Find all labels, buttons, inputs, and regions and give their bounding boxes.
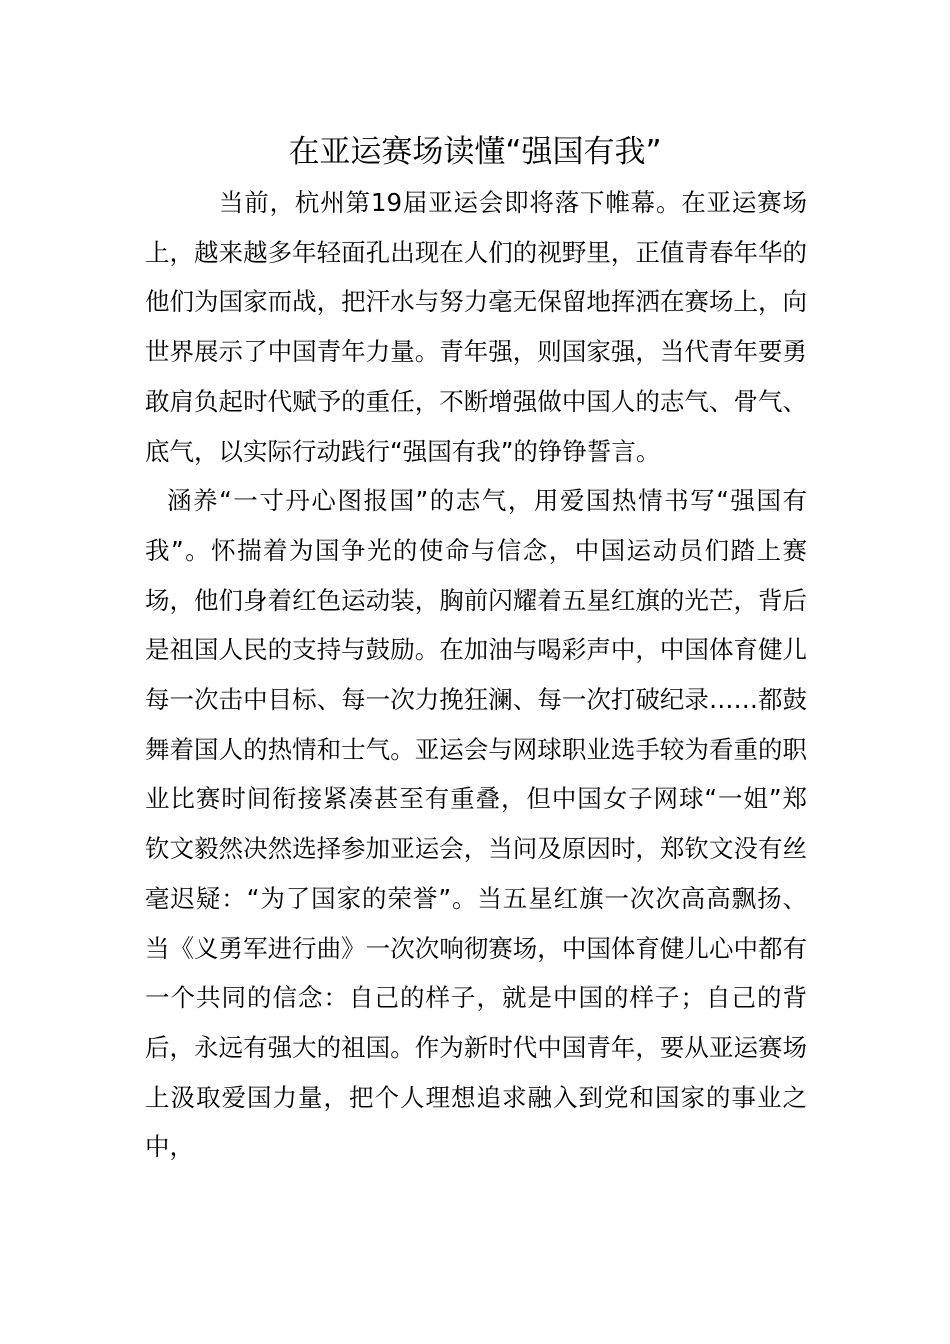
document-title: 在亚运赛场读懂“强国有我” <box>288 134 662 170</box>
paragraph-patriotism: 涵养“一寸丹心图报国”的志气，用爱国热情书写“强国有我”。怀揣着为国争光的使命与信念，中国运动员们踏上赛场，他们身着红色运动装，胸前闪耀着五星红旗的光芒，背后是祖国人民的支持与鼓励。在加油与喝彩声中，中国体育健儿每一次击中目标、每一次力挽狂澜、每一次打破纪录……都鼓舞着国人的热情和士气。亚运会与网球职业选手较为看重的职业比赛时间衔接紧凑甚至有重叠，但中国女子网球“一姐”郑钦文毅然决然选择参加亚运会，当问及原因时，郑钦文没有丝毫迟疑：“为了国家的荣誉”。当五星红旗一次次高高飘扬、当《义勇军进行曲》一次次响彻赛场，中国体育健儿心中都有一个共同的信念：自己的样子，就是中国的样子；自己的背后，永远有强大的祖国。作为新时代中国青年，要从亚运赛场上汲取爱国力量，把个人理想追求融入到党和国家的事业之中， <box>145 486 807 1162</box>
paragraph-intro: 当前，杭州第19届亚运会即将落下帷幕。在亚运赛场上，越来越多年轻面孔出现在人们的视野里，正值青春年华的他们为国家而战，把汗水与努力毫无保留地挥洒在赛场上，向世界展示了中国青年力量。青年强，则国家强，当代青年要勇敢肩负起时代赋予的重任，不断增强做中国人的志气、骨气、底气，以实际行动践行“强国有我”的铮铮誓言。 <box>145 188 807 466</box>
document-body <box>145 178 807 1172</box>
